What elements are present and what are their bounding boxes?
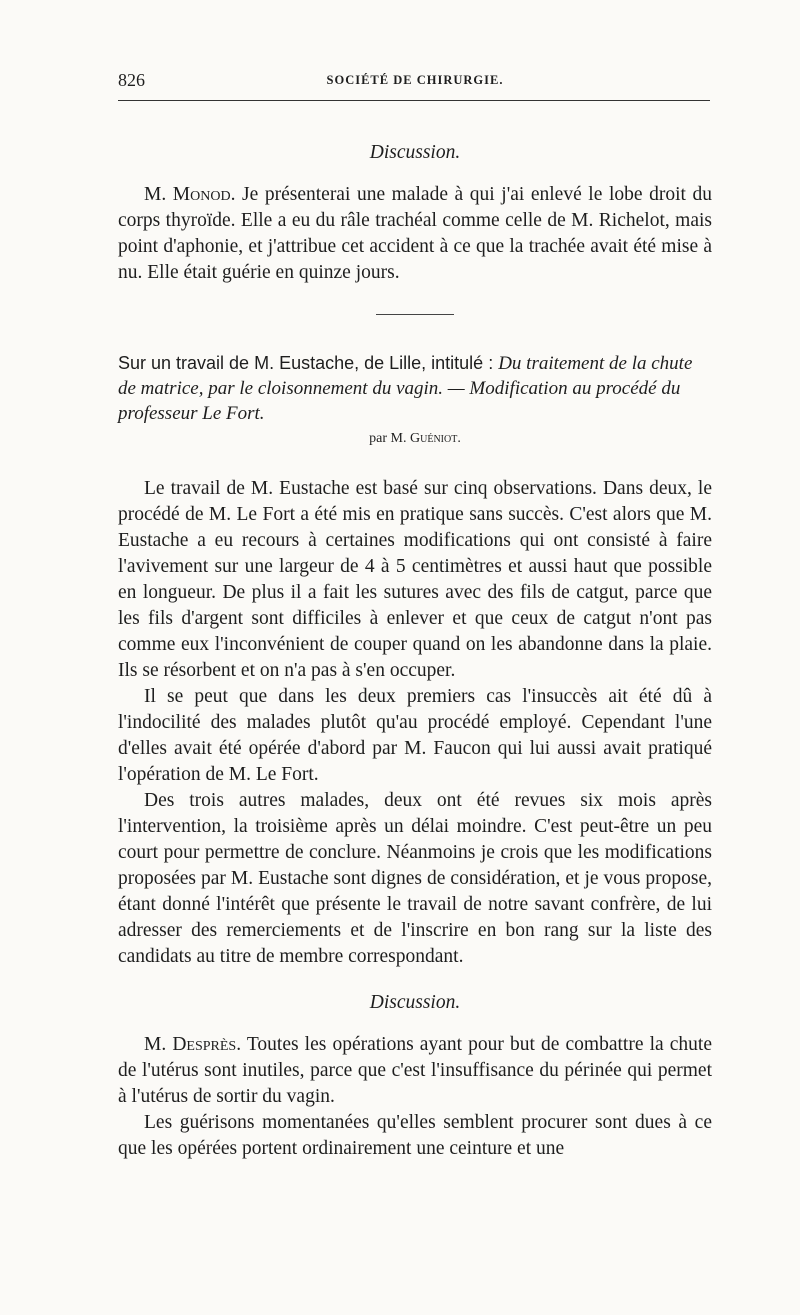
report-title	[118, 351, 712, 426]
report-title-plain: Sur un travail de M. Eustache, de Lille, intitulé :	[118, 353, 499, 373]
byline-prefix: par M.	[369, 431, 407, 446]
page-header	[118, 70, 712, 94]
paragraph-text: Toutes les opérations ayant pour but de combattre la chute de l'utérus sont inutiles, parce que c'est l'insuffisance du périnée qui permet à l'utérus de sortir du vagin.	[118, 1034, 712, 1107]
speaker-name: M. Desprès.	[144, 1034, 242, 1055]
header-rule	[118, 100, 710, 101]
discussion-paragraph	[118, 1032, 712, 1110]
speaker-name: M. Monod.	[144, 184, 236, 205]
report-paragraph-1: Le travail de M. Eustache est basé sur cinq observations. Dans deux, le procédé de M. Le Fort a été mis en pratique sans succès. C'est alors que M. Eustache a eu recours à certaines modifications qui ont consisté à faire l'avivement sur une largeur de 4 à 5 centimètres et aussi haut que possible en longueur. De plus il a fait les sutures avec des fils de catgut, parce que les fils d'argent sont difficiles à enlever et que ceux de catgut n'ont pas comme eux l'inconvénient de couper quand on les abandonne dans la plaie. Ils se résorbent et on n'a pas à s'en occuper.	[118, 478, 712, 681]
report-byline	[118, 426, 712, 452]
running-head: SOCIÉTÉ DE CHIRURGIE.	[326, 73, 504, 87]
discussion-paragraph-2: Les guérisons momentanées qu'elles semblent procurer sont dues à ce que les opérées portent ordinairement une ceinture et une	[118, 1112, 712, 1159]
discussion-heading: Discussion.	[369, 142, 461, 163]
report-paragraph-3: Des trois autres malades, deux ont été revues six mois après l'intervention, la troisième après un délai moindre. C'est peut-être un peu court pour permettre de conclure. Néanmoins je crois que les modifications proposées par M. Eustache sont dignes de considération, et je vous propose, étant donné l'intérêt que présente le travail de notre savant confrère, de lui adresser des remerciements et de l'inscrire en bon rang sur la liste des candidats au titre de membre correspondant.	[118, 790, 712, 967]
report-paragraph-2: Il se peut que dans les deux premiers cas l'insuccès ait été dû à l'indocilité des malades plutôt qu'au procédé employé. Cependant l'une d'elles avait été opérée d'abord par M. Faucon qui lui aussi avait pratiqué l'opération de M. Le Fort.	[118, 686, 712, 785]
report-title-italic: Du traitement de la chute de matrice, par le cloisonnement du vagin. — Modification au procédé du professeur Le Fort.	[118, 353, 693, 424]
page-body	[118, 140, 712, 1162]
section-separator	[376, 314, 454, 315]
page-number: 826	[118, 70, 145, 90]
discussion-paragraph	[118, 182, 712, 286]
byline-name: Guéniot.	[410, 431, 461, 446]
discussion-heading: Discussion.	[369, 992, 461, 1013]
paragraph-text: Je présenterai une malade à qui j'ai enlevé le lobe droit du corps thyroïde. Elle a eu du râle trachéal comme celle de M. Richelot, mais point d'aphonie, et j'attribue cet accident à ce que la trachée avait été mise à nu. Elle était guérie en quinze jours.	[118, 184, 713, 283]
